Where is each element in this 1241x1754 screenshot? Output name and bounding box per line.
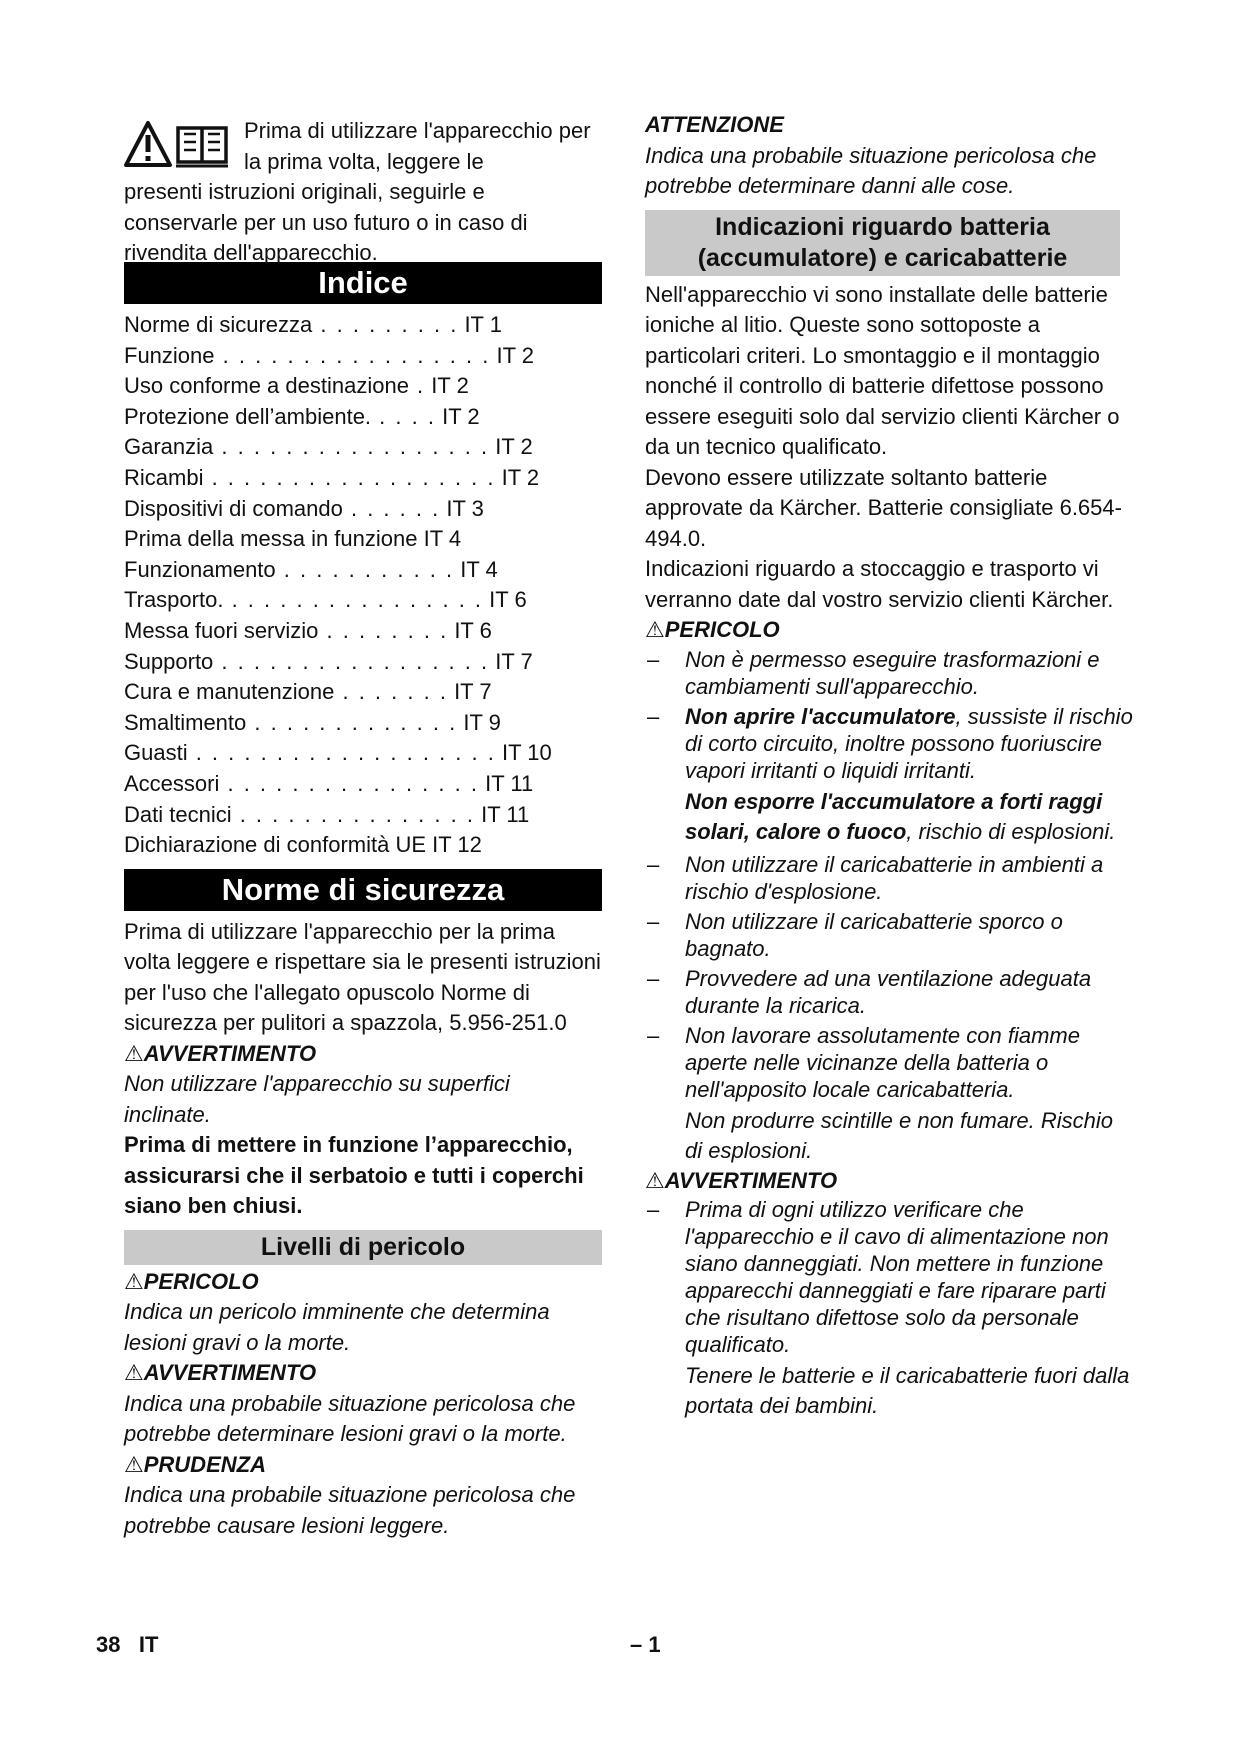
left-column <box>124 116 602 1541</box>
battery-paragraph-2: Devono essere utilizzate soltanto batterie approvate da Kärcher. Batterie consigliate 6.654-494.0. <box>645 464 1122 551</box>
list-item: – Non è permesso eseguire trasformazioni e cambiamenti sull'apparecchio. <box>645 646 1135 700</box>
sub-page-number: – 1 <box>630 1632 661 1657</box>
attenzione-text: Indica una probabile situazione pericolosa che potrebbe determinare danni alle cose. <box>645 142 1097 198</box>
danger-heading: ⚠PERICOLO <box>124 1268 259 1294</box>
intro-first-lines: Prima di utilizzare l'apparecchio per la prima volta, leggere le <box>244 118 591 174</box>
caution-heading: ⚠PRUDENZA <box>124 1451 266 1477</box>
warning-triangle-icon: ⚠ <box>124 1451 144 1477</box>
list-item: – Non lavorare assolutamente con fiamme aperte nelle vicinanze della batteria o nell'apposito locale caricabatteria. <box>645 1022 1135 1103</box>
caution-text: Indica una probabile situazione pericolosa che potrebbe causare lesioni leggere. <box>124 1482 576 1538</box>
intro-rest: presenti istruzioni originali, seguirle e conservarle per un uso futuro o in caso di rivendita dell'apparecchio. <box>124 179 528 265</box>
norme-heading: Norme di sicurezza <box>124 869 602 911</box>
warning-triangle-icon: ⚠ <box>645 617 665 642</box>
danger-heading: ⚠PERICOLO <box>645 617 780 642</box>
warning-triangle-icon: ⚠ <box>124 1040 144 1066</box>
livelli-heading: Livelli di pericolo <box>124 1230 602 1265</box>
battery-paragraph-1: Nell'apparecchio vi sono installate delle batterie ioniche al litio. Queste sono sottoposte a particolari criteri. Lo smontaggio e il montaggio nonché il controllo di batterie difettose possono essere eseguiti solo dal servizio clienti Kärcher o da un tecnico qualificato. <box>645 281 1120 459</box>
table-of-contents <box>124 310 602 861</box>
toc-item[interactable]: Dati tecnici . . . . . . . . . . . . . . . IT 11 <box>124 801 530 827</box>
indice-heading: Indice <box>124 262 602 304</box>
list-item-continuation: Non esporre l'accumulatore a forti raggi solari, calore o fuoco, rischio di esplosioni. <box>685 788 1116 844</box>
toc-item[interactable]: Prima della messa in funzione IT 4 <box>124 526 462 552</box>
warning-triangle-icon: ⚠ <box>124 1360 144 1386</box>
bold-notice: Prima di mettere in funzione l’apparecchio, assicurarsi che il serbatoio e tutti i coperchi siano ben chiusi. <box>124 1132 584 1219</box>
list-item: – Prima di ogni utilizzo verificare che l'apparecchio e il cavo di alimentazione non siano danneggiati. Non mettere in funzione apparecchi danneggiati e fare riparare parti che risultano difettose solo da personale qualificato. <box>645 1196 1135 1358</box>
list-item: – Non utilizzare il caricabatterie sporco o bagnato. <box>645 908 1135 962</box>
list-item: – Non utilizzare il caricabatterie in ambienti a rischio d'esplosione. <box>645 851 1135 905</box>
toc-item[interactable]: Supporto . . . . . . . . . . . . . . . . . IT 7 <box>124 648 533 674</box>
toc-item[interactable]: Ricambi . . . . . . . . . . . . . . . . . . IT 2 <box>124 464 540 490</box>
toc-item[interactable]: Norme di sicurezza . . . . . . . . . IT 1 <box>124 312 502 337</box>
battery-heading: Indicazioni riguardo batteria (accumulatore) e caricabatterie <box>645 210 1120 276</box>
list-item-continuation: Non produrre scintille e non fumare. Rischio di esplosioni. <box>685 1107 1113 1163</box>
toc-item[interactable]: Funzionamento . . . . . . . . . . . IT 4 <box>124 556 498 582</box>
toc-item[interactable]: Accessori . . . . . . . . . . . . . . . . IT 11 <box>124 770 534 796</box>
danger-text: Indica un pericolo imminente che determina lesioni gravi o la morte. <box>124 1299 550 1355</box>
warning-heading: ⚠AVVERTIMENTO <box>124 1040 317 1066</box>
list-item-continuation: Tenere le batterie e il caricabatterie fuori dalla portata dei bambini. <box>685 1363 1130 1418</box>
toc-item[interactable]: Smaltimento . . . . . . . . . . . . . IT 9 <box>124 709 501 735</box>
page-number: 38 IT <box>96 1632 159 1657</box>
toc-item[interactable]: Uso conforme a destinazione . IT 2 <box>124 373 469 399</box>
attenzione-heading: ATTENZIONE <box>645 112 784 137</box>
norme-text: Prima di utilizzare l'apparecchio per la prima volta leggere e rispettare sia le presenti istruzioni per l'uso che l'allegato opuscolo Norme di sicurezza per pulitori a spazzola, 5.956-251.0 <box>124 918 601 1036</box>
toc-item[interactable]: Messa fuori servizio . . . . . . . . IT 6 <box>124 617 492 643</box>
toc-item[interactable]: Protezione dell’ambiente. . . . . IT 2 <box>124 403 480 429</box>
toc-item[interactable]: Garanzia . . . . . . . . . . . . . . . . . IT 2 <box>124 434 533 460</box>
warning-triangle-icon: ⚠ <box>124 1268 144 1294</box>
battery-paragraph-3: Indicazioni riguardo a stoccaggio e trasporto vi verranno date dal vostro servizio clienti Kärcher. <box>645 556 1114 612</box>
danger-list-continued <box>645 851 1135 1103</box>
toc-item[interactable]: Guasti . . . . . . . . . . . . . . . . . . . IT 10 <box>124 740 552 766</box>
toc-item[interactable]: Dispositivi di comando . . . . . . IT 3 <box>124 495 484 521</box>
warning2-heading: ⚠AVVERTIMENTO <box>124 1360 317 1386</box>
danger-list <box>645 646 1135 784</box>
toc-item[interactable]: Trasporto. . . . . . . . . . . . . . . . . IT 6 <box>124 587 527 613</box>
warning-heading: ⚠AVVERTIMENTO <box>645 1167 838 1193</box>
toc-item[interactable]: Dichiarazione di conformità UE IT 12 <box>124 832 482 858</box>
warning-book-icon <box>124 120 234 170</box>
warning2-text: Indica una probabile situazione pericolosa che potrebbe determinare lesioni gravi o la morte. <box>124 1390 576 1447</box>
list-item: – Provvedere ad una ventilazione adeguata durante la ricarica. <box>645 965 1135 1019</box>
right-column <box>645 112 1135 1421</box>
intro-block <box>124 116 602 268</box>
warning-triangle-icon: ⚠ <box>645 1167 665 1193</box>
warning-list <box>645 1196 1135 1358</box>
toc-item[interactable]: Funzione . . . . . . . . . . . . . . . . . IT 2 <box>124 342 534 368</box>
list-item: – Non aprire l'accumulatore, sussiste il rischio di corto circuito, inoltre possono fuoriuscire vapori irritanti o liquidi irritanti. <box>645 703 1135 784</box>
toc-item[interactable]: Cura e manutenzione . . . . . . . IT 7 <box>124 679 492 705</box>
warning-text: Non utilizzare l'apparecchio su superfici inclinate. <box>124 1071 510 1127</box>
